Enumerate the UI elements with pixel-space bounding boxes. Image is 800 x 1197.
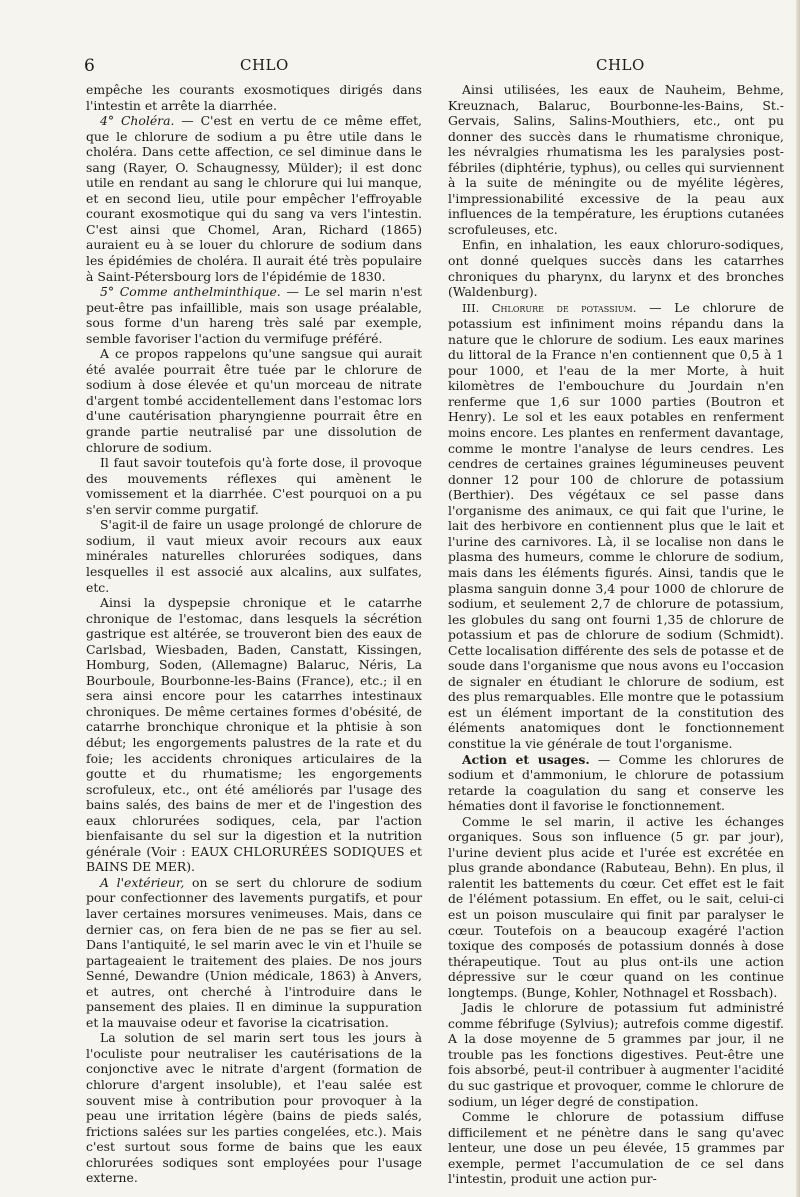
page-header xyxy=(84,56,784,78)
running-head-right: CHLO xyxy=(596,56,645,74)
paragraph xyxy=(448,237,784,299)
paragraph-text: on se sert du chlorure de sodium pour confectionner des lavements purgatifs, et pour laver certaines morsures venimeuses. Mais, dans ce dernier cas, on fera bien de ne pas se fier au sel. Dans l'antiquité, le sel marin avec le vin et l'huile se partageaient le traitement des plaies. De nos jours Senné, Dewandre (Union médicale, 1863) à Anvers, et autres, ont cherché à l'introduire dans le pansement des plaies. Il en diminue la suppuration et la mauvaise odeur et favorise la cicatrisation. xyxy=(86,874,422,1030)
paragraph-lead: III. Chlorure de potassium. xyxy=(462,300,637,315)
paragraph-text: S'agit-il de faire un usage prolongé de chlorure de sodium, il vaut mieux avoir recours aux eaux minérales naturelles chlorurées sodiques, dans lesquelles il est associé aux alcalins, aux sulfates, etc. xyxy=(86,517,422,595)
paragraph xyxy=(86,455,422,517)
paragraph xyxy=(86,113,422,284)
paragraph-text: Ainsi utilisées, les eaux de Nauheim, Behme, Kreuznach, Balaruc, Bourbonne-les-Bains, St.-Gervais, Salins, Salins-Mouthiers, etc., ont pu donner des succès dans le rhumatisme chronique, les névralgies rhumatisma les les paralysies post-fébriles (diphtérie, typhus), ou celles qui surviennent à la suite de méningite ou de myélite légères, l'impressionabilité excessive de la peau aux influences de la température, les éruptions cutanées scrofuleuses, etc. xyxy=(448,82,784,237)
paragraph xyxy=(86,82,422,113)
paragraph-text: A ce propos rappelons qu'une sangsue qui aurait été avalée pourrait être tuée par le chlorure de sodium à dose élevée et qu'un morceau de nitrate d'argent tombé accidentellement dans l'estomac lors d'une cautérisation pharyngienne pourrait être en grande partie neutralisé par une dissolution de chlorure de sodium. xyxy=(86,346,422,455)
paragraph xyxy=(448,300,784,752)
paragraph-text: La solution de sel marin sert tous les jours à l'oculiste pour neutraliser les cautérisations de la conjonctive avec le nitrate d'argent (formation de chlorure d'argent insoluble), et l'eau salée est souvent mise à contribution pour provoquer à la peau une irritation légère (bains de pieds salés, frictions salées sur les parties congelées, etc.). Mais c'est surtout sous forme de bains que les eaux chlorurées sodiques sont employées pour l'usage externe. xyxy=(86,1030,422,1186)
running-head-left: CHLO xyxy=(240,56,289,74)
paragraph xyxy=(86,1030,422,1185)
paragraph-text: — Le sel marin n'est peut-être pas infaillible, mais son usage préalable, sous forme d'un hareng très salé par exemple, semble favoriser l'action du vermifuge préféré. xyxy=(86,284,422,346)
paragraph-lead: A l'extérieur, xyxy=(100,874,185,890)
paragraph xyxy=(448,752,784,814)
paragraph-text: Comme le sel marin, il active les échanges organiques. Sous son influence (5 gr. par jour), l'urine devient plus acide et l'urée est excrétée en plus grande abondance (Rabuteau, Behn). En plus, il ralentit les battements du cœur. Cet effet est le fait de l'élément potassium. En effet, ou le sait, celui-ci est un poison musculaire qui finit par paralyser le cœur. Toutefois on a beaucoup exagéré l'action toxique des composés de potassium donnés à dose thérapeutique. Tout au plus ont-ils une action dépressive sur le cœur quand on les continue longtemps. (Bunge, Kohler, Nothnagel et Rossbach). xyxy=(448,813,784,1000)
paragraph-text: Jadis le chlorure de potassium fut administré comme fébrifuge (Sylvius); autrefois comme digestif. A la dose moyenne de 5 grammes par jour, il ne trouble pas les fonctions digestives. Peut-être une fois absorbé, peut-il contribuer à augmenter l'acidité du suc gastrique et provoquer, comme le chlorure de sodium, un léger degré de constipation. xyxy=(448,1000,784,1109)
paragraph xyxy=(86,517,422,595)
paragraph-lead: 5° Comme anthelminthique. xyxy=(100,284,281,300)
paragraph xyxy=(448,1000,784,1109)
paragraph-text: Comme le chlorure de potassium diffuse difficilement et ne pénètre dans le sang qu'avec lenteur, une dose un peu élevée, 15 grammes par exemple, permet l'accumulation de ce sel dans l'intestin, produit une action pur- xyxy=(448,1109,784,1187)
paragraph xyxy=(448,82,784,237)
paragraph xyxy=(86,595,422,875)
paragraph-text: Il faut savoir toutefois qu'à forte dose, il provoque des mouvements réflexes qui amènent le vomissement et la diarrhée. C'est pourquoi on a pu s'en servir comme purgatif. xyxy=(86,455,422,517)
paragraph-text: Enfin, en inhalation, les eaux chloruro-sodiques, ont donné quelques succès dans les catarrhes chroniques du pharynx, du larynx et des bronches (Waldenburg). xyxy=(448,237,784,300)
paragraph xyxy=(448,1109,784,1187)
paragraph-text: Ainsi la dyspepsie chronique et le catarrhe chronique de l'estomac, dans lesquels la sécrétion gastrique est altérée, se trouveront bien des eaux de Carlsbad, Wiesbaden, Baden, Canstatt, Kissingen, Homburg, Soden, (Allemagne) Balaruc, Néris, La Bourboule, Bourbonne-les-Bains (France), etc.; il en sera ainsi encore pour les catarrhes intestinaux chroniques. De même certaines formes d'obésité, de catarrhe bronchique chronique et la phtisie à son début; les engorgements palustres de la rate et du foie; les accidents chroniques articulaires de la goutte et du rhumatisme; les engorgements scrofuleux, etc., ont été améliorés par l'usage des bains salés, des bains de mer et de l'ingestion des eaux chlorurées sodiques, cela, par l'action bienfaisante du sel sur la digestion et la nutrition générale (Voir : EAUX CHLORURÉES SODIQUES et BAINS DE MER). xyxy=(86,595,422,875)
paragraph xyxy=(86,346,422,455)
paragraph xyxy=(86,875,422,1030)
paragraph xyxy=(448,814,784,1001)
paragraph-lead: Action et usages. xyxy=(462,751,590,767)
paragraph xyxy=(86,284,422,346)
page-edge xyxy=(796,0,800,1197)
paragraph-text: — Le chlorure de potassium est infiniment moins répandu dans la nature que le chlorure de sodium. Les eaux marines du littoral de la France n'en contiennent que 0,5 à 1 pour 1000, et l'eau de la mer Morte, à huit kilomètres de l'embouchure du Jourdain n'en renferme que 1,6 sur 1000 parties (Boutron et Henry). Le sol et les eaux potables en renferment moins encore. Les plantes en renferment davantage, comme le montre l'analyse de leurs cendres. Les cendres de certaines graines légumineuses peuvent donner 12 pour 100 de chlorure de potassium (Berthier). Des végétaux ce sel passe dans l'organisme des animaux, ce qui fait que l'urine, le lait des herbivore en contiennent plus que le lait et l'urine des carnivores. Là, il se localise non dans le plasma des humeurs, comme le chlorure de sodium, mais dans les éléments figurés. Ainsi, tandis que le plasma sanguin donne 3,4 pour 1000 de chlorure de sodium, et seulement 2,7 de chlorure de potassium, les globules du sang ont fourni 1,35 de chlorure de potassium et pas de chlorure de sodium (Schmidt). Cette localisation différente des sels de potasse et de soude dans l'organisme que nous avons eu l'occasion de signaler en étudiant le chlorure de sodium, est des plus remarquables. Elle montre que le potassium est un élément important de la constitution des éléments anatomiques dont le fonctionnement constitue la vie générale de tout l'organisme. xyxy=(448,299,785,751)
paragraph-text: — Comme les chlorures de sodium et d'ammonium, le chlorure de potassium retarde la coagulation du sang et conserve les hématies dont il favorise le fonctionnement. xyxy=(448,751,784,814)
paragraph-text: empêche les courants exosmotiques dirigés dans l'intestin et arrête la diarrhée. xyxy=(86,82,422,113)
page-number: 6 xyxy=(84,56,95,76)
paragraph-lead: 4° Choléra. xyxy=(100,113,175,129)
paragraph-text: — C'est en vertu de ce même effet, que le chlorure de sodium a pu être utile dans le choléra. Dans cette affection, ce sel diminue dans le sang (Rayer, O. Schaugnessy, Mülder); il est donc utile en rendant au sang le chlorure qui lui manque, et en second lieu, utile pour empêcher l'effroyable courant exosmotique qui du sang va vers l'intestin. C'est ainsi que Chomel, Aran, Richard (1865) auraient eu à se louer du chlorure de sodium dans les épidémies de choléra. Il aurait été très populaire à Saint-Pétersbourg lors de l'épidémie de 1830. xyxy=(86,113,422,284)
left-column xyxy=(86,82,422,1186)
right-column xyxy=(448,82,784,1187)
